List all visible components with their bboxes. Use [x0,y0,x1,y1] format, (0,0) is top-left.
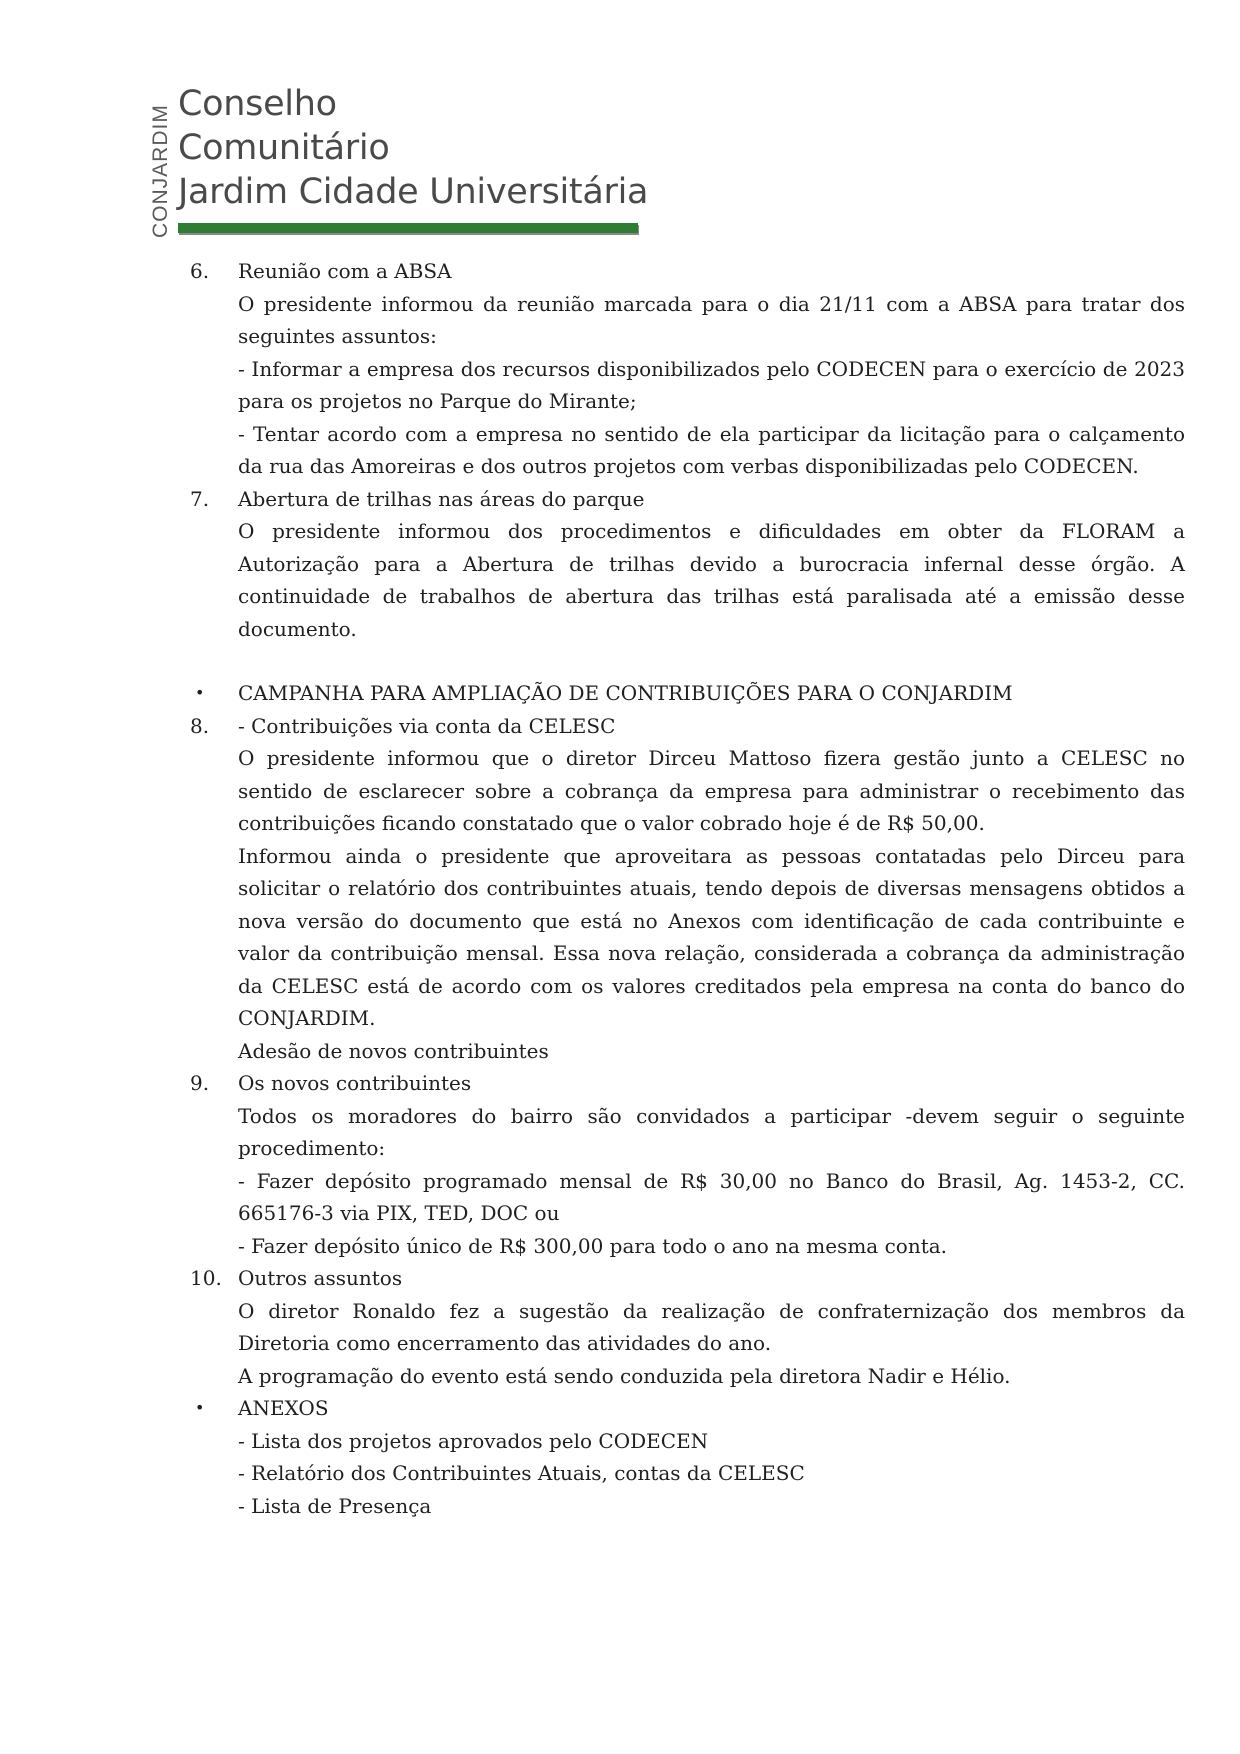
section-heading: Outros assuntos [238,1266,403,1290]
paragraph: - Tentar acordo com a empresa no sentido de ela participar da licitação para o calçamento da rua das Amoreiras e dos outros projetos com verbas disponibilizadas pelo CODECEN. [238,421,1185,478]
paragraph: Todos os moradores do bairro são convidados a participar -devem seguir o seguinte procedimento: [238,1103,1185,1160]
list-item: - Lista de Presença [238,1493,432,1518]
section-heading: ANEXOS [238,1396,329,1420]
section-heading: Os novos contribuintes [238,1071,472,1095]
paragraph: - Fazer depósito programado mensal de R$ 30,00 no Banco do Brasil, Ag. 1453-2, CC. 665176-3 via PIX, TED, DOC ou [238,1168,1185,1225]
section-6 [190,255,1185,483]
logo-vertical-text: CONJARDIM [149,104,172,238]
logo-line-1: Conselho [178,84,337,124]
paragraph: O presidente informou dos procedimentos e dificuldades em obter da FLORAM a Autorização para a Abertura de trilhas devido a burocracia infernal desse órgão. A continuidade de trabalhos de abertura das trilhas está paralisada até a emissão desse documento. [238,519,1185,641]
list-number: 8. [190,713,210,738]
list-item: - Relatório dos Contribuintes Atuais, contas da CELESC [238,1461,805,1485]
paragraph: - Informar a empresa dos recursos disponibilizados pelo CODECEN para o exercício de 2023 para os projetos no Parque do Mirante; [238,356,1185,413]
section-8 [190,710,1185,1068]
section-heading: - Contribuições via conta da CELESC [238,713,616,738]
list-item: - Lista dos projetos aprovados pelo CODECEN [238,1428,709,1453]
section-9 [190,1067,1185,1262]
logo-green-bar [178,223,638,233]
anexos-section [190,1392,1185,1522]
minutes-body [190,255,1185,1522]
list-number: 10. [190,1266,222,1290]
paragraph: - Fazer depósito único de R$ 300,00 para todo o ano na mesma conta. [238,1233,948,1258]
logo-title [178,82,648,214]
section-heading: CAMPANHA PARA AMPLIAÇÃO DE CONTRIBUIÇÕES PARA O CONJARDIM [238,681,1013,705]
paragraph: O presidente informou que o diretor Dirceu Mattoso fizera gestão junto a CELESC no sentido de esclarecer sobre a cobrança da empresa para administrar o recebimento das contribuições ficando constatado que o valor cobrado hoje é de R$ 50,00. [238,746,1185,835]
section-heading: Reunião com a ABSA [238,259,452,283]
list-number: 6. [190,259,210,283]
bullet-icon: • [195,1398,205,1417]
campanha-heading [190,677,1185,710]
logo-line-3: Jardim Cidade Universitária [178,172,649,212]
blank-line [190,645,1185,677]
section-heading: Abertura de trilhas nas áreas do parque [238,486,645,511]
list-number: 9. [190,1071,210,1095]
conjardim-logo [149,84,649,240]
bullet-icon: • [195,683,205,702]
paragraph: Informou ainda o presidente que aproveitara as pessoas contatadas pelo Dirceu para solicitar o relatório dos contribuintes atuais, tendo depois de diversas mensagens obtidos a nova versão do documento que está no Anexos com identificação de cada contribuinte e valor da contribuição mensal. Essa nova relação, considerada a cobrança da administração da CELESC está de acordo com os valores creditados pela empresa na conta do banco do CONJARDIM. [238,843,1185,1030]
section-10 [190,1262,1185,1392]
list-number: 7. [190,486,210,511]
paragraph: O presidente informou da reunião marcada para o dia 21/11 com a ABSA para tratar dos seguintes assuntos: [238,291,1185,348]
paragraph: Adesão de novos contribuintes [238,1038,549,1063]
paragraph: A programação do evento está sendo conduzida pela diretora Nadir e Hélio. [238,1363,1011,1388]
paragraph: O diretor Ronaldo fez a sugestão da realização de confraternização dos membros da Diretoria como encerramento das atividades do ano. [238,1298,1185,1355]
logo-line-2: Comunitário [178,128,390,168]
section-7 [190,483,1185,646]
